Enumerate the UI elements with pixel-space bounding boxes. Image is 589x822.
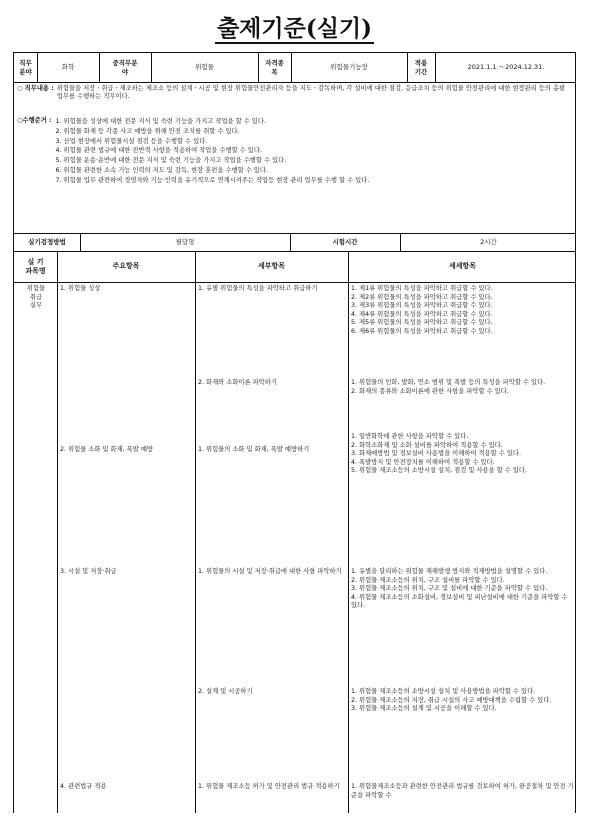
performance-item: 6. 위험물 관련한 소속 기능 인력의 지도 및 감독, 현장 훈련을 수행할 수 있다. [55,166,268,174]
sub-item: 2. 화재의 종류와 소화이론에 관한 사항을 파악할 수 있다. [351,387,509,395]
sub-items [351,568,575,611]
col-detail: 세부항목 [257,262,286,271]
performance-section [17,117,573,185]
method-label: 실기검정방법 [28,237,66,246]
sub-item: 4. 폭발방지 및 안전장치를 이해하여 적용할 수 있다. [351,458,495,466]
page-title: 출제기준(실기) [216,15,373,42]
exam-method-row [14,233,575,251]
sub-item: 1. 일반화학에 관한 사항을 파악할 수 있다. [351,433,469,440]
sub-items [351,379,575,396]
sub-item: 1. 위험물제조소등과 관련한 안전관리 법규를 검토하여 허가, 완공절차 및 안전 기준을 파악할 수 [351,783,574,799]
detail-item: 2. 화재와 소화이론 파악하기 [198,379,277,386]
exam-standard-table [13,52,576,813]
performance-item: 1. 위험물을 성상에 대한 전문 지식 및 숙련 기능을 가지고 작업을 할 수 있다. [55,118,266,125]
sub-item: 2. 위험물 제조소등의 저장, 취급 시설의 사고 예방대책을 수립할 수 있다. [351,696,552,704]
sub-item: 1. 유별을 달리하는 위험물 재해발생 방지와 적재방법을 설명할 수 있다. [351,568,548,575]
main-item: 1. 위험물 성상 [60,285,101,292]
performance-item: 5. 위험물 운송·운반에 대한 전문 지식 및 숙련 기능을 가지고 작업을 수행할 수 있다. [55,157,287,164]
detail-item: 1. 유별 위험물의 특성을 파악하고 취급하기 [198,285,318,292]
performance-item: 3. 산업 현장에서 위험물시설 점검 등을 수행할 수 있다. [55,137,208,145]
sub-item: 5. 위험물 제조소등의 소방시설 설치, 점검 및 사용을 할 수 있다. [351,467,528,474]
column-header-row [14,251,575,282]
col-main: 주요항목 [112,262,140,271]
field-value: 화학 [61,63,75,72]
detail-item: 1. 위험물의 소화 및 화재, 폭발 예방하기 [198,446,310,453]
col-subject: 실 기 과목명 [25,257,46,275]
period-value: 2021.1.1.～2024.12.31. [467,63,545,72]
mid-field-value: 위험물 [195,63,214,72]
detail-item: 1. 위험물 제조소등 허가 및 안전관리 법규 적용하기 [198,783,340,790]
sub-item: 3. 화재예방법 및 경보설비 사용법을 이해하여 적용할 수 있다. [351,450,522,457]
period-label: 적용 기간 [414,59,428,76]
col-sub: 세세항목 [448,262,477,271]
sub-item: 2. 제2류 위험물의 특성을 파악하고 취급할 수 있다. [351,293,493,301]
time-value: 2시간 [480,237,497,246]
performance-list [56,117,370,185]
sub-item: 4. 위험물 제조소등의 소화설비, 경보설비 및 피난설비에 대한 기준을 파악할 수 있다. [351,593,568,609]
performance-item: 4. 위험물 관련 법규에 대한 전반적 사항을 적용하여 작업을 수행할 수 있다. [55,147,262,155]
method-value: 필답형 [175,237,195,246]
sub-item: 3. 제3류 위험물의 특성을 파악하고 취급할 수 있다. [351,302,493,309]
cert-label: 자격종 목 [265,59,284,76]
sub-item: 5. 제5류 위험물의 특성을 파악하고 취급할 수 있다. [351,319,493,326]
sub-item: 6. 제6류 위험물의 특성을 파악하고 취급할 수 있다. [351,327,493,335]
time-label: 시험시간 [332,237,358,246]
header-row [14,53,575,82]
field-label: 직무 분야 [19,59,32,76]
duty-text: 위험물을 저장ㆍ취급ㆍ제조하는 제조소 등의 설계ㆍ시공 및 현장 위험물안전관리자 등을 지도ㆍ감독하며, 각 설비에 대한 점검, 응급조치 등의 위험물 안전관리에 대한 현장관리 등의 총괄 업무를 수행하는 직무이다. [56,85,566,101]
sub-items [351,783,575,800]
sub-item: 1. 위험물 제조소등의 소방시설 설치 및 사용방법을 파악할 수 있다. [351,688,536,695]
sub-item: 4. 제4류 위험물의 특성을 파악하고 취급할 수 있다. [351,310,493,318]
sub-item: 2. 화학소화제 및 소화 설비를 파악하여 적용할 수 있다. [351,441,503,449]
sub-items [351,433,575,476]
detail-item: 1. 위험물의 시설 및 저장·취급에 대한 사항 파악하기 [198,568,342,575]
sub-item: 1. 제1류 위험물의 특성을 파악하고 취급할 수 있다. [351,285,493,292]
performance-item: 2. 위험물 화재 등 각종 사고 예방을 위해 안전 조치를 취할 수 있다. [55,127,240,135]
performance-item: 7. 위험물 업무 관련하여 경영자와 기능 인력을 유기적으로 연계시켜주는 작업등 현장 관리 업무를 수행 할 수 있다. [55,176,370,184]
mid-field-label: 중직무분 야 [112,59,138,76]
sub-item: 3. 위험물 제조소등의 위치, 구조 및 설비에 대한 기준을 파악할 수 있다. [351,585,548,592]
duty-label: ○ 직무내용 : [17,85,54,92]
sub-item: 1. 위험물의 인화, 발화, 연소 범위 및 폭발 등의 특성을 파악할 수 있다. [351,379,546,386]
sub-item: 3. 위험물 제조소등의 설계 및 시공을 이해할 수 있다. [351,705,497,712]
detail-item: 2. 설계 및 시공하기 [198,688,253,695]
main-item: 4. 관련법규 적용 [60,783,107,790]
subject-name: 위험물 취급 실무 [26,285,46,309]
performance-label: ○수행준거 : [17,117,52,124]
cert-value: 위험물기능장 [330,63,368,72]
sub-item: 2. 위험물 제조소등의 위치, 구조 설비를 파악할 수 있다. [351,576,505,584]
duty-section [17,85,573,101]
sub-items [351,285,575,336]
sub-items [351,688,575,714]
main-item: 3. 시설 및 저장·취급 [60,568,117,575]
main-item: 2. 위험물 소화 및 화재, 폭발 예방 [60,446,154,453]
